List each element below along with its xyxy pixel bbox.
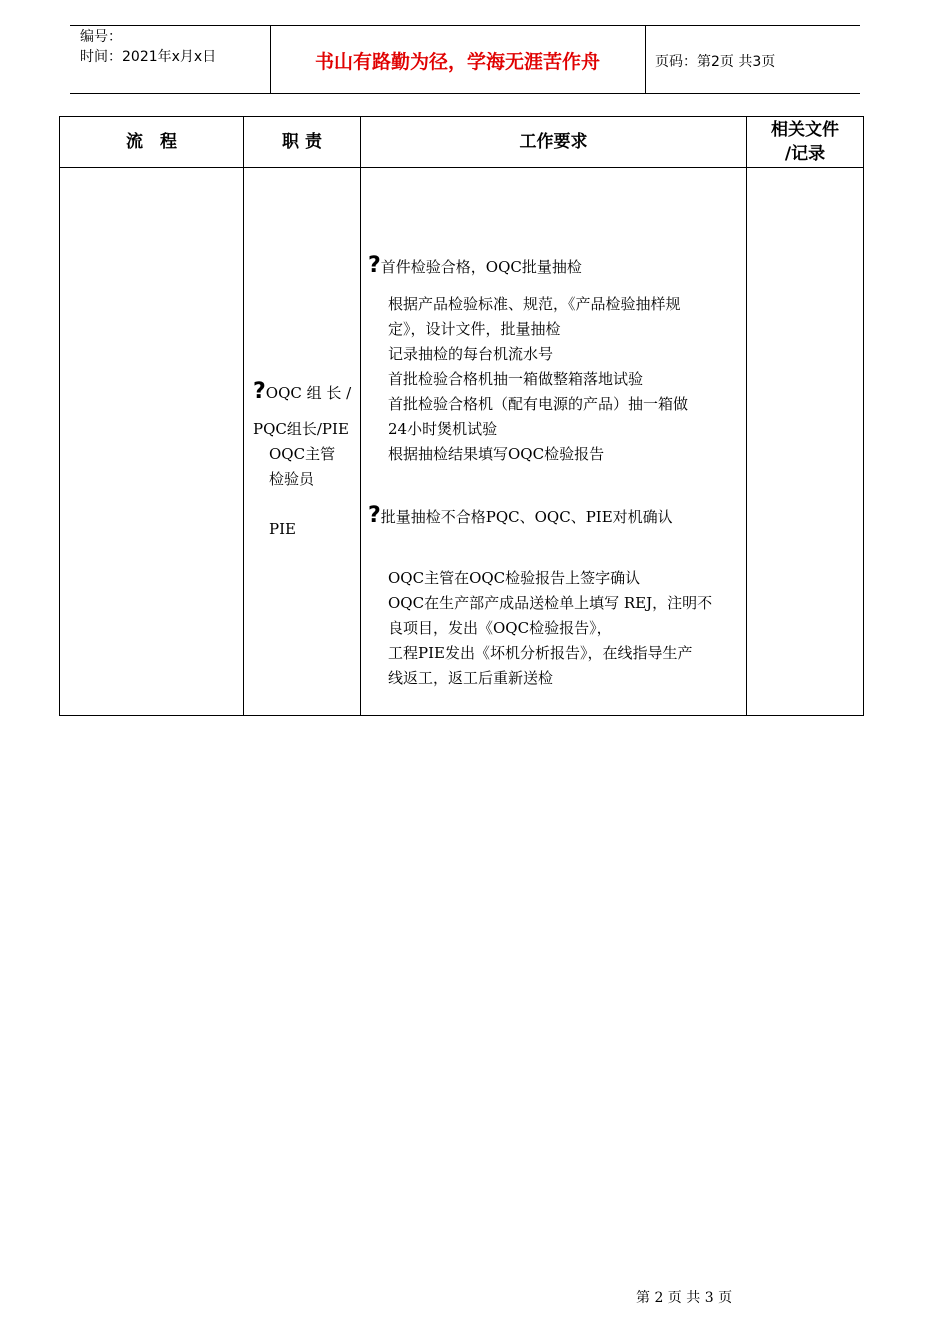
table-header-rule: [59, 167, 864, 168]
section-1-title-text: 首件检验合格，OQC批量抽检: [380, 258, 582, 276]
column-header-documents: [747, 118, 863, 166]
table-top-border: [59, 116, 864, 117]
section-2-title-text: 批量抽检不合格PQC、OQC、PIE对机确认: [380, 508, 673, 526]
section-1-line-3: 记录抽检的每台机流水号: [388, 345, 554, 363]
serial-label: 编号：: [80, 29, 122, 45]
date-label: 时间：2021年x月x日: [80, 49, 217, 65]
responsibility-line-3: OQC主管: [269, 445, 336, 463]
header-bottom-rule: [70, 93, 860, 94]
responsibility-line-4: 检验员: [269, 470, 315, 488]
column-header-documents-line2: /记录: [784, 144, 826, 164]
column-header-process: 流 程: [126, 132, 177, 152]
section-2-line-2: OQC在生产部产成品送检单上填写 REJ，注明不: [388, 594, 713, 612]
header-top-rule: [70, 25, 860, 26]
responsibility-line-1: OQC 组 长 /: [265, 384, 352, 402]
table-col-divider-2: [360, 116, 361, 716]
section-1-line-7: 根据抽检结果填写OQC检验报告: [388, 445, 605, 463]
responsibility-line-5: PIE: [269, 520, 296, 538]
table-left-border: [59, 116, 60, 716]
column-header-responsibility: 职 责: [282, 132, 322, 152]
requirement-section-2-title: [368, 503, 673, 530]
responsibility-line-2: PQC组长/PIE: [253, 420, 349, 438]
section-2-line-5: 线返工，返工后重新送检: [388, 669, 554, 687]
responsibility-bullet: [253, 379, 351, 406]
section-1-line-2: 定》，设计文件，批量抽检: [388, 320, 561, 338]
section-2-line-4: 工程PIE发出《坏机分析报告》，在线指导生产: [388, 644, 693, 662]
table-right-border: [863, 116, 864, 716]
section-2-line-1: OQC主管在OQC检验报告上签字确认: [388, 569, 641, 587]
question-mark-bullet-icon: ?: [368, 253, 381, 278]
column-header-requirements: 工作要求: [519, 132, 588, 152]
page-footer: 第 2 页 共 3 页: [636, 1290, 733, 1306]
motto: 书山有路勤为径，学海无涯苦作舟: [314, 51, 600, 73]
section-2-line-3: 良项目，发出《OQC检验报告》，: [388, 619, 612, 637]
column-header-documents-line1: 相关文件: [771, 120, 839, 140]
page-code: 页码：第2页 共3页: [655, 54, 776, 70]
table-bottom-border: [59, 715, 864, 716]
section-1-line-4: 首批检验合格机抽一箱做整箱落地试验: [388, 370, 644, 388]
section-1-line-1: 根据产品检验标准、规范，《产品检验抽样规: [388, 295, 681, 313]
table-col-divider-3: [746, 116, 747, 716]
section-1-line-6: 24小时煲机试验: [388, 420, 498, 438]
section-1-line-5: 首批检验合格机（配有电源的产品）抽一箱做: [388, 395, 689, 413]
requirement-section-1-title: [368, 253, 582, 280]
question-mark-bullet-icon: ?: [368, 503, 381, 528]
header-divider-2: [645, 25, 646, 93]
question-mark-bullet-icon: ?: [253, 379, 266, 404]
table-col-divider-1: [243, 116, 244, 716]
